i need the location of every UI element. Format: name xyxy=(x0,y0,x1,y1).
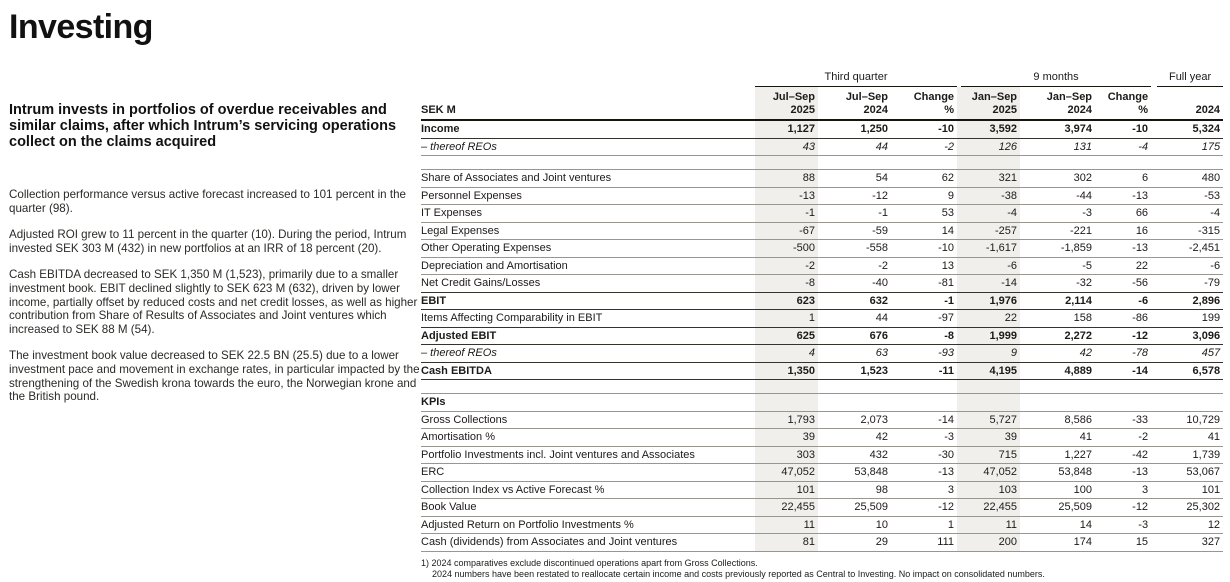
cell: -1 xyxy=(818,205,891,223)
cell: -6 xyxy=(957,258,1020,276)
cell: -1 xyxy=(755,205,818,223)
cell: -42 xyxy=(1095,447,1151,465)
table-row xyxy=(421,464,1223,482)
cell: 625 xyxy=(755,328,818,346)
cell: 4 xyxy=(755,345,818,363)
row-label: Legal Expenses xyxy=(421,223,755,241)
cell: -221 xyxy=(1020,223,1095,241)
cell xyxy=(957,394,1020,412)
table-row xyxy=(421,394,1223,412)
cell xyxy=(1020,156,1095,170)
cell: -2 xyxy=(891,139,957,157)
cell: -86 xyxy=(1095,310,1151,328)
cell: -10 xyxy=(1095,121,1151,139)
cell: 175 xyxy=(1151,139,1223,157)
footnote-line: 1) 2024 comparatives exclude discontinued operations apart from Gross Collections. xyxy=(421,557,758,568)
body-paragraph: Adjusted ROI grew to 11 percent in the quarter (10). During the period, Intrum invested SEK 303 M (432) in new portfolios at an IRR of 18 percent (20). xyxy=(9,228,407,255)
cell: -6 xyxy=(1095,293,1151,311)
cell: 9 xyxy=(957,345,1020,363)
footnotes xyxy=(421,558,1223,580)
cell xyxy=(1095,394,1151,412)
cell: 103 xyxy=(957,482,1020,500)
cell: 4,889 xyxy=(1020,363,1095,381)
cell: 53,848 xyxy=(818,464,891,482)
row-label: IT Expenses xyxy=(421,205,755,223)
cell: 63 xyxy=(818,345,891,363)
cell: -40 xyxy=(818,275,891,293)
row-label: Portfolio Investments incl. Joint ventures and Associates xyxy=(421,447,755,465)
cell xyxy=(755,380,818,394)
row-label: Other Operating Expenses xyxy=(421,240,755,258)
cell: 44 xyxy=(818,139,891,157)
cell: 2,073 xyxy=(818,412,891,430)
cell: -81 xyxy=(891,275,957,293)
row-label: Personnel Expenses xyxy=(421,188,755,206)
cell: 53,848 xyxy=(1020,464,1095,482)
row-label: Items Affecting Comparability in EBIT xyxy=(421,310,755,328)
cell: -33 xyxy=(1095,412,1151,430)
cell: -3 xyxy=(1020,205,1095,223)
cell: -2 xyxy=(755,258,818,276)
table-row xyxy=(421,139,1223,157)
cell: -13 xyxy=(1095,188,1151,206)
left-column xyxy=(9,8,421,404)
cell: 1,739 xyxy=(1151,447,1223,465)
column-header-jan-sep-2025: Jan–Sep 2025 xyxy=(957,87,1020,121)
cell: -4 xyxy=(957,205,1020,223)
cell: 39 xyxy=(755,429,818,447)
cell: -1,859 xyxy=(1020,240,1095,258)
cell: 47,052 xyxy=(957,464,1020,482)
cell: 303 xyxy=(755,447,818,465)
cell: 66 xyxy=(1095,205,1151,223)
cell: -14 xyxy=(957,275,1020,293)
column-header-full-year-2024: 2024 xyxy=(1151,87,1223,121)
cell: 25,509 xyxy=(1020,499,1095,517)
cell: -12 xyxy=(891,499,957,517)
cell xyxy=(1151,394,1223,412)
cell: -8 xyxy=(891,328,957,346)
cell: 14 xyxy=(1020,517,1095,535)
table-row xyxy=(421,205,1223,223)
cell: -13 xyxy=(755,188,818,206)
cell: 53 xyxy=(891,205,957,223)
cell: 42 xyxy=(818,429,891,447)
cell: 676 xyxy=(818,328,891,346)
cell: -12 xyxy=(1095,328,1151,346)
cell: -38 xyxy=(957,188,1020,206)
financial-table xyxy=(421,71,1223,552)
cell: 158 xyxy=(1020,310,1095,328)
row-label: Depreciation and Amortisation xyxy=(421,258,755,276)
cell: 2,272 xyxy=(1020,328,1095,346)
cell: 10,729 xyxy=(1151,412,1223,430)
page-title: Investing xyxy=(9,8,153,46)
table-row xyxy=(421,223,1223,241)
cell: -79 xyxy=(1151,275,1223,293)
cell: -3 xyxy=(1095,517,1151,535)
table-row xyxy=(421,517,1223,535)
table-row xyxy=(421,482,1223,500)
cell: -6 xyxy=(1151,258,1223,276)
cell: -4 xyxy=(1095,139,1151,157)
intro-heading: Intrum invests in portfolios of overdue receivables and similar claims, after which Intrum’s servicing operations collect on the claims acquired xyxy=(9,102,397,150)
spacer-row xyxy=(421,380,1223,394)
cell: -11 xyxy=(891,363,957,381)
cell: 174 xyxy=(1020,534,1095,552)
cell: 327 xyxy=(1151,534,1223,552)
cell: -315 xyxy=(1151,223,1223,241)
cell: 321 xyxy=(957,170,1020,188)
cell: 9 xyxy=(891,188,957,206)
cell: 10 xyxy=(818,517,891,535)
cell: -2 xyxy=(818,258,891,276)
cell: 1,127 xyxy=(755,121,818,139)
table-column-header-row xyxy=(421,87,1223,121)
table-row xyxy=(421,447,1223,465)
cell: 41 xyxy=(1020,429,1095,447)
cell: 1,350 xyxy=(755,363,818,381)
table-row xyxy=(421,240,1223,258)
cell: 1,227 xyxy=(1020,447,1095,465)
table-row xyxy=(421,121,1223,139)
cell xyxy=(1020,394,1095,412)
cell: -14 xyxy=(891,412,957,430)
cell: -10 xyxy=(891,240,957,258)
cell: -53 xyxy=(1151,188,1223,206)
cell xyxy=(957,156,1020,170)
cell: 8,586 xyxy=(1020,412,1095,430)
cell xyxy=(755,156,818,170)
cell: 715 xyxy=(957,447,1020,465)
cell xyxy=(1095,156,1151,170)
cell: -97 xyxy=(891,310,957,328)
table-row xyxy=(421,363,1223,381)
cell: 1,976 xyxy=(957,293,1020,311)
cell: -78 xyxy=(1095,345,1151,363)
cell xyxy=(891,156,957,170)
table-row xyxy=(421,258,1223,276)
cell: 1,999 xyxy=(957,328,1020,346)
cell: -12 xyxy=(1095,499,1151,517)
cell: 42 xyxy=(1020,345,1095,363)
cell: -67 xyxy=(755,223,818,241)
table-row xyxy=(421,412,1223,430)
row-label: Share of Associates and Joint ventures xyxy=(421,170,755,188)
cell: -500 xyxy=(755,240,818,258)
cell: 6 xyxy=(1095,170,1151,188)
cell: 39 xyxy=(957,429,1020,447)
table-row xyxy=(421,293,1223,311)
row-label xyxy=(421,380,755,394)
cell: 53,067 xyxy=(1151,464,1223,482)
cell: 22,455 xyxy=(957,499,1020,517)
cell xyxy=(1095,380,1151,394)
cell: 480 xyxy=(1151,170,1223,188)
cell: 101 xyxy=(1151,482,1223,500)
cell xyxy=(1151,380,1223,394)
cell: 43 xyxy=(755,139,818,157)
cell: 15 xyxy=(1095,534,1151,552)
cell xyxy=(818,380,891,394)
cell: -257 xyxy=(957,223,1020,241)
row-label: Collection Index vs Active Forecast % xyxy=(421,482,755,500)
cell: 200 xyxy=(957,534,1020,552)
table-row xyxy=(421,429,1223,447)
body-text xyxy=(9,188,421,417)
row-label: EBIT xyxy=(421,293,755,311)
body-paragraph: Cash EBITDA decreased to SEK 1,350 M (1,523), primarily due to a smaller investment book. EBIT declined slightly to SEK 623 M (632), driven by lower income, partially offset by reduced costs and net credit losses, as well as higher contribution from Share of Results of Associates and Joint ventures which increased to SEK 88 M (54). xyxy=(9,268,418,336)
cell: 44 xyxy=(818,310,891,328)
cell: -13 xyxy=(891,464,957,482)
row-label: Book Value xyxy=(421,499,755,517)
cell: -2,451 xyxy=(1151,240,1223,258)
cell: 1,250 xyxy=(818,121,891,139)
cell: 5,727 xyxy=(957,412,1020,430)
cell: 1 xyxy=(891,517,957,535)
cell: 22 xyxy=(1095,258,1151,276)
row-label: Cash (dividends) from Associates and Joint ventures xyxy=(421,534,755,552)
column-header-jan-sep-2024: Jan–Sep 2024 xyxy=(1020,87,1095,121)
group-header-full-year: Full year xyxy=(1151,71,1223,87)
cell: -56 xyxy=(1095,275,1151,293)
cell: 25,509 xyxy=(818,499,891,517)
cell xyxy=(818,156,891,170)
footnote-line: 2024 numbers have been restated to reallocate certain income and costs previously reported as Central to Investing. No impact on consolidated numbers. xyxy=(432,568,1045,579)
cell: 13 xyxy=(891,258,957,276)
cell: 1 xyxy=(755,310,818,328)
cell: -93 xyxy=(891,345,957,363)
cell: 11 xyxy=(957,517,1020,535)
cell: 2,114 xyxy=(1020,293,1095,311)
cell: 62 xyxy=(891,170,957,188)
cell: 47,052 xyxy=(755,464,818,482)
cell: 5,324 xyxy=(1151,121,1223,139)
table-row xyxy=(421,170,1223,188)
column-header-jul-sep-2025: Jul–Sep 2025 xyxy=(755,87,818,121)
cell: 11 xyxy=(755,517,818,535)
cell: 1,523 xyxy=(818,363,891,381)
row-label: Cash EBITDA xyxy=(421,363,755,381)
cell: 3,592 xyxy=(957,121,1020,139)
cell: -14 xyxy=(1095,363,1151,381)
row-label: Adjusted EBIT xyxy=(421,328,755,346)
row-label: Income xyxy=(421,121,755,139)
cell: -10 xyxy=(891,121,957,139)
cell: -4 xyxy=(1151,205,1223,223)
row-label xyxy=(421,156,755,170)
cell: 101 xyxy=(755,482,818,500)
cell: -1 xyxy=(891,293,957,311)
cell xyxy=(1020,380,1095,394)
cell: 131 xyxy=(1020,139,1095,157)
cell: 100 xyxy=(1020,482,1095,500)
group-header-third-quarter: Third quarter xyxy=(755,71,957,87)
table-row xyxy=(421,534,1223,552)
cell: 111 xyxy=(891,534,957,552)
cell: -8 xyxy=(755,275,818,293)
cell xyxy=(818,394,891,412)
cell: -5 xyxy=(1020,258,1095,276)
cell: -12 xyxy=(818,188,891,206)
cell: -2 xyxy=(1095,429,1151,447)
cell: 12 xyxy=(1151,517,1223,535)
cell xyxy=(891,380,957,394)
cell: 199 xyxy=(1151,310,1223,328)
cell xyxy=(957,380,1020,394)
footnote-marker: 1) xyxy=(421,557,430,568)
column-header-change-q3: Change % xyxy=(891,87,957,121)
cell: 14 xyxy=(891,223,957,241)
cell: -44 xyxy=(1020,188,1095,206)
table-group-header-row xyxy=(421,71,1223,87)
cell: 1,793 xyxy=(755,412,818,430)
cell: 25,302 xyxy=(1151,499,1223,517)
row-label: KPIs xyxy=(421,394,755,412)
row-label: – thereof REOs xyxy=(421,139,755,157)
unit-label: SEK M xyxy=(421,87,755,121)
row-label: Adjusted Return on Portfolio Investments % xyxy=(421,517,755,535)
cell: 3,974 xyxy=(1020,121,1095,139)
table-row xyxy=(421,499,1223,517)
financial-table-section xyxy=(421,71,1223,580)
cell: -30 xyxy=(891,447,957,465)
table-row xyxy=(421,345,1223,363)
cell: 3 xyxy=(891,482,957,500)
row-label: Amortisation % xyxy=(421,429,755,447)
cell: 3,096 xyxy=(1151,328,1223,346)
cell: 632 xyxy=(818,293,891,311)
cell: -13 xyxy=(1095,240,1151,258)
cell: -59 xyxy=(818,223,891,241)
cell xyxy=(1151,156,1223,170)
cell: 54 xyxy=(818,170,891,188)
cell: 98 xyxy=(818,482,891,500)
cell: 457 xyxy=(1151,345,1223,363)
table-row xyxy=(421,188,1223,206)
cell: 22 xyxy=(957,310,1020,328)
group-header-spacer xyxy=(421,71,755,87)
row-label: ERC xyxy=(421,464,755,482)
cell: 81 xyxy=(755,534,818,552)
cell: 623 xyxy=(755,293,818,311)
table-row xyxy=(421,275,1223,293)
cell: -1,617 xyxy=(957,240,1020,258)
cell: -558 xyxy=(818,240,891,258)
cell: 88 xyxy=(755,170,818,188)
column-header-jul-sep-2024: Jul–Sep 2024 xyxy=(818,87,891,121)
row-label: Gross Collections xyxy=(421,412,755,430)
spacer-row xyxy=(421,156,1223,170)
cell: 3 xyxy=(1095,482,1151,500)
cell: -13 xyxy=(1095,464,1151,482)
cell: 4,195 xyxy=(957,363,1020,381)
cell xyxy=(755,394,818,412)
column-header-change-9m: Change % xyxy=(1095,87,1151,121)
table-row xyxy=(421,310,1223,328)
table-row xyxy=(421,328,1223,346)
row-label: Net Credit Gains/Losses xyxy=(421,275,755,293)
cell: 126 xyxy=(957,139,1020,157)
group-header-nine-months: 9 months xyxy=(957,71,1151,87)
cell: 302 xyxy=(1020,170,1095,188)
row-label: – thereof REOs xyxy=(421,345,755,363)
cell: 6,578 xyxy=(1151,363,1223,381)
cell xyxy=(891,394,957,412)
body-paragraph: Collection performance versus active forecast increased to 101 percent in the quarter (98). xyxy=(9,188,406,215)
cell: -3 xyxy=(891,429,957,447)
cell: 41 xyxy=(1151,429,1223,447)
cell: 432 xyxy=(818,447,891,465)
cell: -32 xyxy=(1020,275,1095,293)
table-rows xyxy=(421,121,1223,552)
cell: 2,896 xyxy=(1151,293,1223,311)
cell: 29 xyxy=(818,534,891,552)
body-paragraph: The investment book value decreased to SEK 22.5 BN (25.5) due to a lower investment pace and movement in exchange rates, in particular impacted by the strengthening of the Swedish krona towards the euro, the Norwegian krone and the British pound. xyxy=(9,349,420,404)
cell: 16 xyxy=(1095,223,1151,241)
cell: 22,455 xyxy=(755,499,818,517)
